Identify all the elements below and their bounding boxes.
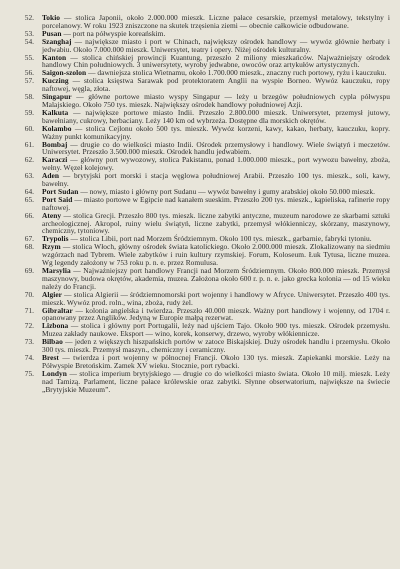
entry-city-name: Algier bbox=[42, 289, 62, 299]
entry-city-name: Pusan bbox=[42, 28, 62, 38]
entry-description bbox=[42, 141, 390, 157]
entry-number: 55. bbox=[24, 52, 34, 62]
entry-city-name: Londyn bbox=[42, 368, 67, 378]
list-item bbox=[12, 307, 390, 323]
entry-text: — nowy, miasto i główny port Sudanu — wywóz bawełny i gumy arabskiej około 50.000 mieszk. bbox=[78, 186, 375, 196]
entry-city-name: Kolambo bbox=[42, 123, 72, 133]
entry-text: — twierdza i port wojenny w północnej Francji. Około 130 tys. mieszk. Zapiekanki morskie. Leży na Półwyspie Bretońskim. Zamek XV wieku. Stocznie, port rybacki. bbox=[42, 352, 390, 370]
entry-description bbox=[42, 370, 390, 394]
entry-city-name: Aden bbox=[42, 171, 60, 181]
entry-text: — główne portowe miasto wyspy Singapur — leży u brzegów południowych cypla półwyspu Malajskiego. Około 750 tys. mieszk. Największy ośrodek handlowy południowej Azji. bbox=[42, 92, 390, 109]
entry-number: 52. bbox=[24, 13, 34, 22]
list-item bbox=[12, 196, 390, 212]
entry-city-name: Kuczing bbox=[42, 76, 69, 86]
entry-text: — stolica Grecji. Przeszło 800 tys. mieszk. liczne zabytki antyczne, muzeum narodowe ze skarbami sztuki archeologicznej. Akropol, ruiny wielu świątyń, liczne zabytki, przemysł włókienniczy, skórzany, maszynowy, chemiczny, tytoniowy. bbox=[42, 210, 390, 236]
list-item bbox=[12, 354, 390, 370]
entry-number: 57. bbox=[24, 76, 34, 86]
list-item bbox=[12, 14, 390, 30]
entry-number: 68. bbox=[24, 242, 34, 252]
entry-number: 60. bbox=[24, 123, 34, 133]
entry-text: — stolica imperium brytyjskiego — drugie co do wielkości miasto świata. Około 10 milj. mieszk. Leży nad Tamizą. Parlament, liczne pałace królewskie oraz zabytki. Słynne obserwatorium, największe na świecie „Brytyjskie Muzeum”. bbox=[42, 368, 390, 394]
list-item bbox=[12, 109, 390, 125]
entry-description bbox=[42, 291, 390, 307]
entry-text: — stolica Włoch, główny ośrodek świata katolickiego. Około 2.000.000 mieszk. Zlokalizowany na siedmiu wzgórzach nad Tybrem. Wiele zabytków i ruin kultury rzymskiej. Forum, Koloseum. Łuk Tytusa, liczne muzea. Wg legendy założony w 753 roku p. n. e. przez Romulusa. bbox=[42, 242, 390, 268]
list-item bbox=[12, 338, 390, 354]
entry-city-name: Gibraltar bbox=[42, 305, 73, 315]
entry-text: — drugie co do wielkości miasto Indii. Ośrodek przemysłowy i handlowy. Wiele świątyń i meczetów. Uniwersytet. Przeszło 3.500.000 mieszk. Ośrodek handlu jedwabiem. bbox=[42, 139, 390, 157]
entry-number: 63. bbox=[24, 171, 34, 181]
entry-city-name: Singapur bbox=[42, 92, 72, 102]
list-item bbox=[12, 172, 390, 188]
entry-city-name: Trypolis bbox=[42, 234, 69, 244]
list-item bbox=[12, 291, 390, 307]
entry-number: 74. bbox=[24, 352, 34, 362]
entry-number: 58. bbox=[24, 92, 34, 102]
entry-city-name: Bombaj bbox=[42, 139, 68, 149]
entry-number: 71. bbox=[24, 305, 34, 315]
entry-city-name: Brest bbox=[42, 352, 59, 362]
entry-city-name: Marsylia bbox=[42, 266, 71, 275]
entry-city-name: Tokio bbox=[42, 13, 61, 22]
entry-description bbox=[42, 196, 390, 212]
entry-text: — stolica chińskiej prowincji Kuantung, przeszło 2 miliony mieszkańców. Najważniejszy ośrodek handlowy Chin południowych. 3 uniwersytety, wyroby jedwabne, owoców oraz artykułów artystycznych. bbox=[42, 52, 390, 70]
entry-number: 54. bbox=[24, 36, 34, 46]
entry-number: 67. bbox=[24, 234, 34, 244]
list-item bbox=[12, 93, 390, 109]
entry-text: — jeden z większych hiszpańskich portów w zatoce Biskajskiej. Duży ośrodek handlu i przemysłu. Około 300 tys. mieszk. Przemysł maszyn., chemiczny i ceramiczny. bbox=[42, 337, 390, 355]
entry-city-name: Port Said bbox=[42, 194, 73, 204]
entry-number: 59. bbox=[24, 107, 34, 117]
list-item bbox=[12, 125, 390, 141]
entry-number: 66. bbox=[24, 210, 34, 220]
list-item bbox=[12, 54, 390, 70]
list-item bbox=[12, 243, 390, 267]
entry-description bbox=[42, 125, 390, 141]
entry-description bbox=[42, 322, 390, 338]
entry-number: 64. bbox=[24, 186, 34, 196]
list-item bbox=[12, 370, 390, 394]
entry-city-name: Bilbao bbox=[42, 337, 63, 347]
entry-description bbox=[42, 338, 390, 354]
entry-description bbox=[42, 54, 390, 70]
entry-text: — główny port wywozowy, stolica Pakistanu, ponad 1.000.000 mieszk., port wywozu bawełny, zboża, wełny. Węzeł kolejowy. bbox=[42, 155, 390, 173]
entry-description bbox=[42, 14, 390, 30]
entry-number: 75. bbox=[24, 368, 34, 378]
list-item bbox=[12, 212, 390, 236]
entry-description bbox=[42, 307, 390, 323]
entry-description bbox=[42, 109, 390, 125]
entry-city-name: Lizbona bbox=[42, 321, 69, 331]
entry-description bbox=[42, 212, 390, 236]
entry-city-name: Kalkuta bbox=[42, 107, 69, 117]
entry-description bbox=[42, 354, 390, 370]
entry-text: — stolica Libii, port nad Morzem Śródziemnym. Około 100 tys. mieszk., garbarnie, fabryki tytoniu. bbox=[68, 234, 372, 244]
entry-text: — kolonia angielska i twierdza. Przeszło 40.000 mieszk. Ważny port handlowy i wojenny, od 1704 r. opanowany przez Anglików. Jedyną w Europie małpą rezerwat. bbox=[42, 305, 390, 323]
entry-text: — Najważniejszy port handlowy Francji nad Morzem Śródziemnym. Około 800.000 mieszk. Przemysł maszynowy, budowa okrętów, akademia, muzea. Założona około 600 r. p. n. e. jako grecka kolonia — od 15 wieku należy do Francji. bbox=[42, 266, 390, 291]
entry-number: 69. bbox=[24, 266, 34, 275]
entry-number: 56. bbox=[24, 68, 34, 78]
entry-description bbox=[42, 77, 390, 93]
entry-city-name: Rzym bbox=[42, 242, 61, 252]
entry-text: — miasto portowe w Egipcie nad kanałem sueskim. Przeszło 200 tys. mieszk., kąpieliska, rafinerie ropy naftowej. bbox=[42, 194, 390, 212]
entry-description bbox=[42, 267, 390, 291]
list-item bbox=[12, 267, 390, 291]
entry-text: — stolica i główny port Portugalii, leży nad ujściem Tajo. Około 900 tys. mieszk. Ośrodek przemysłu. Muzea zakłady naukowe. Eksport — wino, korek, konserwy, drzewo, wyroby włókiennicze. bbox=[42, 321, 390, 339]
entry-text: — brytyjski port morski i stacja węglowa południowej Arabii. Przeszło 100 tys. mieszk., soli, kawy, bawełny. bbox=[42, 171, 390, 189]
entry-description bbox=[42, 172, 390, 188]
list-item bbox=[12, 38, 390, 54]
entry-number: 53. bbox=[24, 28, 34, 38]
entry-city-name: Szanghaj bbox=[42, 36, 72, 46]
list-item bbox=[12, 141, 390, 157]
entry-description bbox=[42, 243, 390, 267]
entry-number: 62. bbox=[24, 155, 34, 165]
entry-number: 65. bbox=[24, 194, 34, 204]
entry-text: — dawniejsza stolica Wietnamu, około 1.700.000 mieszk., znaczny ruch portowy, ryżu i kauczuku. bbox=[86, 68, 387, 78]
entry-city-name: Kanton bbox=[42, 52, 67, 62]
entry-text: — największe miasto i port w Chinach, największy ośrodek handlowy — wywóz głównie herbaty i jedwabiu. Około 7.000.000 mieszk. Uniwersytet, teatry i opery. Niżej ośrodek kulturalny. bbox=[42, 36, 390, 54]
entry-description bbox=[42, 156, 390, 172]
entry-city-name: Saigon-szolon bbox=[42, 68, 87, 78]
entry-text: — stolica Cejlonu około 500 tys. mieszk. Wywóz korzeni, kawy, kakao, herbaty, kauczuku, kopry. Ważny punkt komunikacyjny. bbox=[42, 123, 390, 141]
list-item bbox=[12, 77, 390, 93]
list-item bbox=[12, 156, 390, 172]
entry-description bbox=[42, 38, 390, 54]
entry-text: — port na półwyspie koreańskim. bbox=[61, 28, 166, 38]
entry-number: 70. bbox=[24, 289, 34, 299]
entry-text: — stolica księstwa Sarawak pod protektoratem Anglii na wyspie Borneo. Wywóz kauczuku, ropy naftowej, węgla, złota. bbox=[42, 76, 390, 94]
entry-description bbox=[42, 93, 390, 109]
entry-number: 73. bbox=[24, 337, 34, 347]
entry-text: — stolica Algierii — śródziemnomorski port wojenny i handlowy w Afryce. Uniwersytet. Przeszło 400 tys. mieszk. Wywóz prod. roln., wina, zboża, rudy żel. bbox=[42, 289, 390, 307]
entry-text: — największe portowe miasto Indii. Przeszło 2.800.000 mieszk. Uniwersytet, przemysł jutowy, bawełniany, cukrowy, herbaciany. Leży 140 km od wybrzeża. Dostępne dla morskich okrętów. bbox=[42, 107, 390, 125]
entry-city-name: Karaczi bbox=[42, 155, 68, 165]
entry-city-name: Port Sudan bbox=[42, 186, 79, 196]
entry-number: 61. bbox=[24, 139, 34, 149]
entry-list bbox=[12, 14, 390, 394]
entry-number: 72. bbox=[24, 321, 34, 331]
entry-city-name: Ateny bbox=[42, 210, 62, 220]
list-item bbox=[12, 322, 390, 338]
entry-text: — stolica Japonii, około 2.000.000 mieszk. Liczne pałace cesarskie, przemysł metalowy, tekstylny i porcelanowy. W roku 1923 zniszczone na skutek trzęsienia ziemi — obecnie całkowicie odbudowane. bbox=[42, 13, 390, 30]
